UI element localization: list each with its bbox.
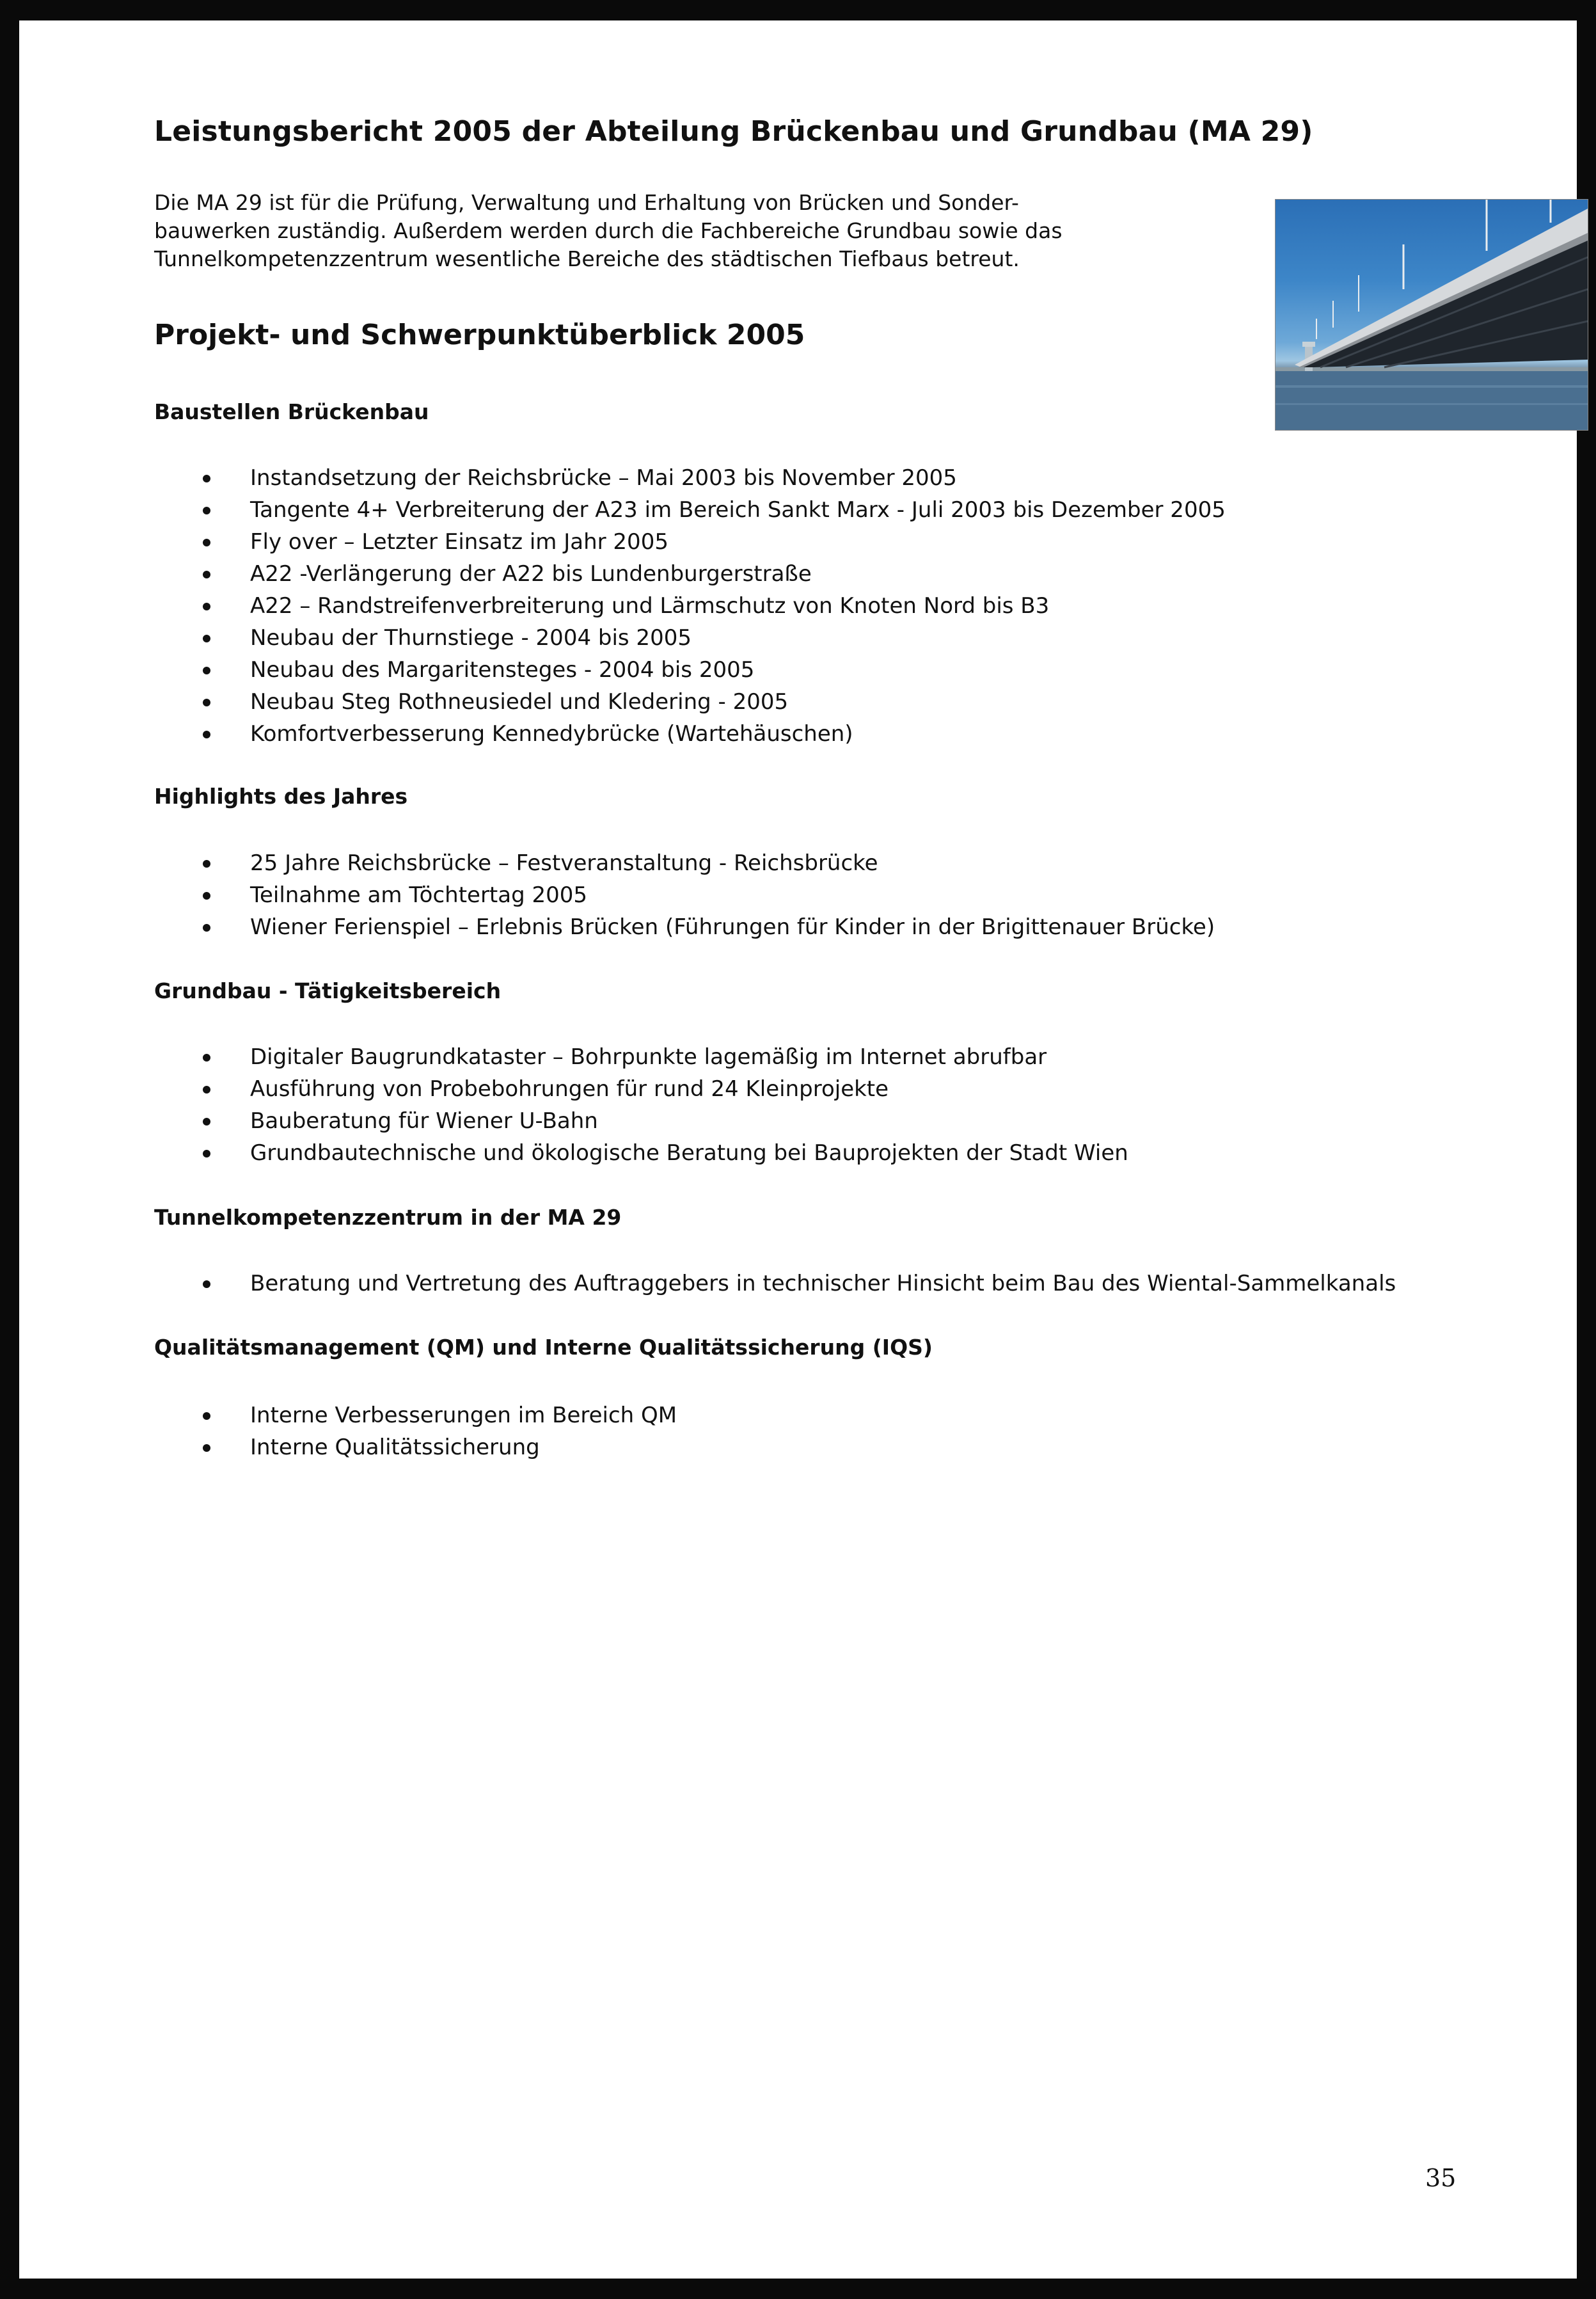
list-item: Wiener Ferienspiel – Erlebnis Brücken (Führungen für Kinder in der Brigittenauer Brücke) [154,911,1215,943]
list-highlights [154,847,1215,943]
section-heading-highlights: Highlights des Jahres [154,784,408,809]
list-baustellen [154,462,1226,750]
list-item: 25 Jahre Reichsbrücke – Festveranstaltung - Reichsbrücke [154,847,1215,879]
list-grundbau [154,1041,1128,1169]
water-ripple [1276,403,1588,405]
list-item: Interne Verbesserungen im Bereich QM [154,1399,677,1431]
list-item: Fly over – Letzter Einsatz im Jahr 2005 [154,526,1226,558]
list-item: Digitaler Baugrundkataster – Bohrpunkte lagemäßig im Internet abrufbar [154,1041,1128,1073]
intro-paragraph [154,189,1075,273]
list-item: Teilnahme am Töchtertag 2005 [154,879,1215,911]
page-number: 35 [1425,2164,1457,2192]
water-ripple [1276,385,1588,388]
far-shore [1276,367,1588,371]
list-item: Bauberatung für Wiener U-Bahn [154,1105,1128,1137]
list-item: Tangente 4+ Verbreiterung der A23 im Bereich Sankt Marx - Juli 2003 bis Dezember 2005 [154,494,1226,526]
list-item: Instandsetzung der Reichsbrücke – Mai 2003 bis November 2005 [154,462,1226,494]
list-item: Beratung und Vertretung des Auftraggebers in technischer Hinsicht beim Bau des Wiental-Sammelkanals [154,1268,1396,1300]
list-item: A22 -Verlängerung der A22 bis Lundenburgerstraße [154,558,1226,590]
intro-line: Die MA 29 ist für die Prüfung, Verwaltung und Erhaltung von Brücken und Sonder- [154,190,1019,215]
list-qm [154,1399,677,1463]
section-heading-grundbau: Grundbau - Tätigkeitsbereich [154,978,502,1003]
list-tunnel [154,1268,1396,1300]
section-heading-qm: Qualitätsmanagement (QM) und Interne Qualitätssicherung (IQS) [154,1335,933,1360]
list-item: Interne Qualitätssicherung [154,1431,677,1463]
document-page [19,20,1577,2279]
water [1276,371,1588,430]
bridge-photo [1275,199,1588,431]
list-item: Neubau Steg Rothneusiedel und Kledering - 2005 [154,686,1226,718]
list-item: A22 – Randstreifenverbreiterung und Lärmschutz von Knoten Nord bis B3 [154,590,1226,622]
list-item: Grundbautechnische und ökologische Beratung bei Bauprojekten der Stadt Wien [154,1137,1128,1169]
page-title: Leistungsbericht 2005 der Abteilung Brückenbau und Grundbau (MA 29) [154,115,1313,148]
distant-tower-top [1302,342,1315,347]
intro-line: bauwerken zuständig. Außerdem werden durch die Fachbereiche Grundbau sowie das [154,218,1063,243]
section-heading-tunnel: Tunnelkompetenzzentrum in der MA 29 [154,1205,622,1230]
intro-line: Tunnelkompetenzzentrum wesentliche Bereiche des städtischen Tiefbaus betreut. [154,246,1020,271]
list-item: Ausführung von Probebohrungen für rund 24 Kleinprojekte [154,1073,1128,1105]
section-heading-baustellen: Baustellen Brückenbau [154,399,429,424]
list-item: Komfortverbesserung Kennedybrücke (Wartehäuschen) [154,718,1226,750]
overview-heading: Projekt- und Schwerpunktüberblick 2005 [154,319,805,351]
list-item: Neubau der Thurnstiege - 2004 bis 2005 [154,622,1226,654]
list-item: Neubau des Margaritensteges - 2004 bis 2005 [154,654,1226,686]
